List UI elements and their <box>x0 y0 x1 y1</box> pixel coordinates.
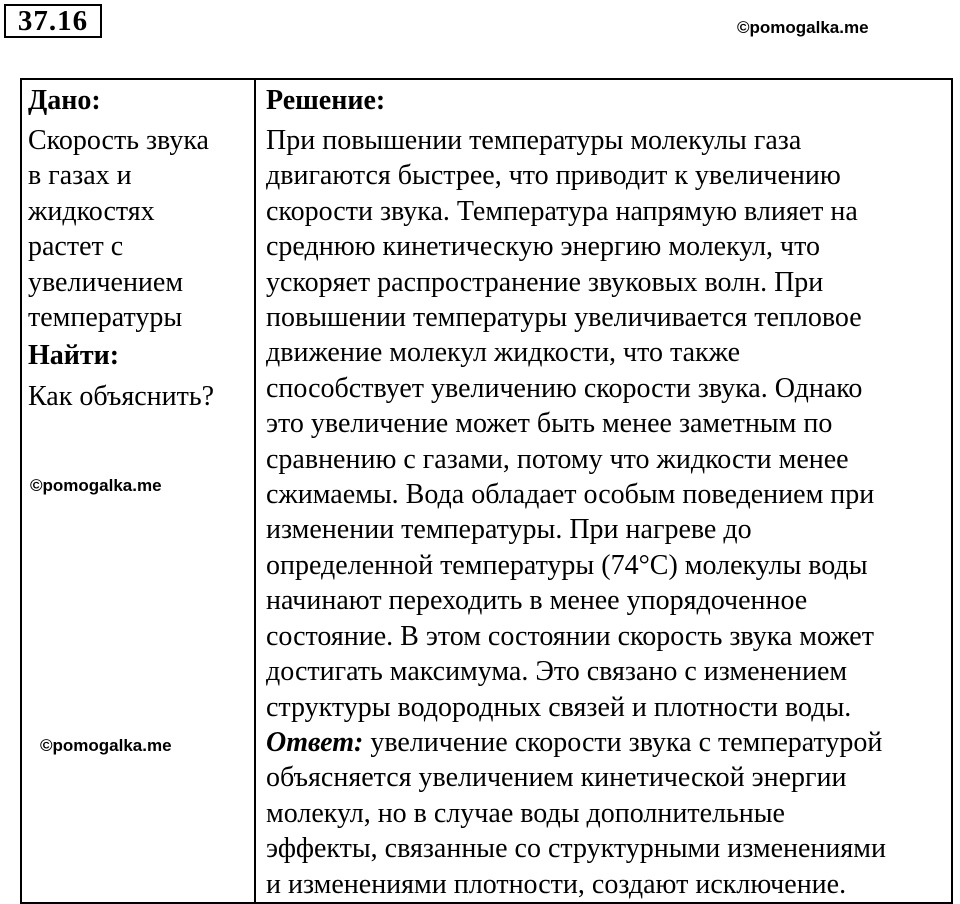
solution-line: структуры водородных связей и плотности воды. <box>266 691 852 723</box>
find-question: Как объяснить? <box>28 381 215 413</box>
problem-number: 37.16 <box>4 4 102 38</box>
answer-text: увеличение скорости звука с температурой <box>363 726 883 758</box>
solution-line: определенной температуры (74°C) молекулы воды <box>266 549 868 581</box>
given-title: Дано: <box>28 85 101 116</box>
solution-text <box>266 123 947 902</box>
solution-column <box>255 79 952 903</box>
watermark-top: ©pomogalka.me <box>737 18 869 37</box>
watermark-middle: ©pomogalka.me <box>30 476 162 495</box>
answer-first-line <box>266 725 947 760</box>
solution-line: изменении температуры. При нагреве до <box>266 514 752 546</box>
solution-line: это увеличение может быть менее заметным по <box>266 408 833 440</box>
solution-line: сравнению с газами, потому что жидкости менее <box>266 443 849 475</box>
given-line: растет с <box>28 231 124 263</box>
solution-line: движение молекул жидкости, что также <box>266 337 741 369</box>
answer-line: и изменениями плотности, создают исключение. <box>266 868 847 900</box>
answer-line: объясняется увеличением кинетической энергии <box>266 762 847 794</box>
answer-label: Ответ: <box>266 726 364 758</box>
solution-line: ускоряет распространение звуковых волн. При <box>266 266 824 298</box>
find-title: Найти: <box>28 340 120 372</box>
solution-line: сжимаемы. Вода обладает особым поведением при <box>266 479 875 511</box>
given-text <box>28 123 254 335</box>
given-line: в газах и <box>28 160 132 192</box>
given-line: Скорость звука <box>28 125 209 156</box>
solution-line: способствует увеличению скорости звука. Однако <box>266 372 863 404</box>
watermark-bottom: ©pomogalka.me <box>40 736 172 755</box>
solution-title: Решение: <box>266 85 386 116</box>
given-line: температуры <box>28 302 183 334</box>
solution-line: начинают переходить в менее упорядоченное <box>266 585 808 617</box>
given-line: жидкостях <box>28 195 155 227</box>
solution-line: скорости звука. Температура напрямую влияет на <box>266 195 858 227</box>
solution-line: состояние. В этом состоянии скорость звука может <box>266 620 874 652</box>
solution-line: среднюю кинетическую энергию молекул, что <box>266 231 820 263</box>
solution-line: При повышении температуры молекулы газа <box>266 125 802 156</box>
solution-line: достигать максимума. Это связано с изменением <box>266 656 848 688</box>
solution-line: двигаются быстрее, что приводит к увеличению <box>266 160 841 192</box>
given-line: увеличением <box>28 266 184 298</box>
solution-line: повышении температуры увеличивается тепловое <box>266 302 862 334</box>
answer-line: эффекты, связанные со структурными изменениями <box>266 833 886 865</box>
answer-line: молекул, но в случае воды дополнительные <box>266 797 785 829</box>
